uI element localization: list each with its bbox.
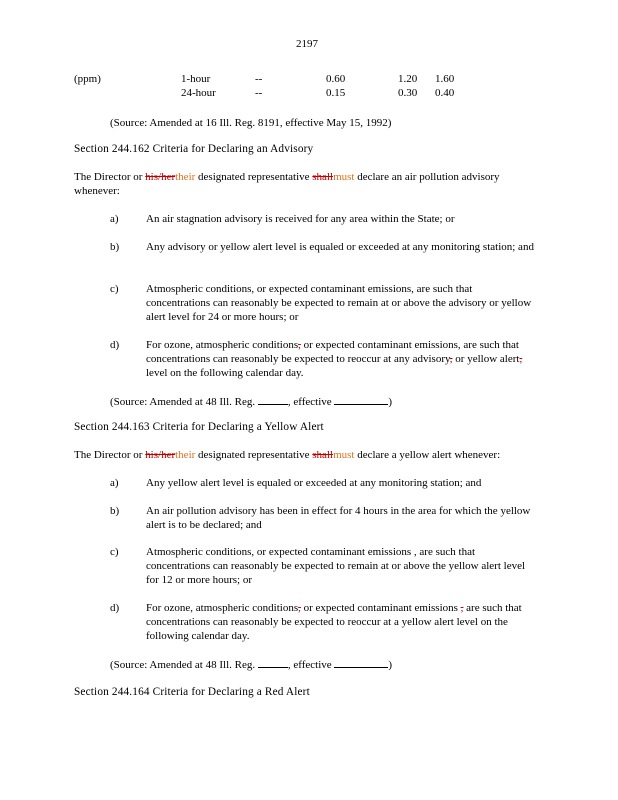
item-text: Atmospheric conditions, or expected contaminant emissions, are such that concentrations can reasonably be expected to remain at or above the advisory or yellow alert level for 24 or more hours; or: [146, 283, 532, 323]
deleted-text: shall: [312, 171, 334, 183]
table-cell-value: 1.20: [398, 73, 418, 85]
item-text: Any yellow alert level is equaled or exceeded at any monitoring station; and: [146, 477, 482, 489]
item-text: Any advisory or yellow alert level is equaled or exceeded at any monitoring station; and: [146, 241, 534, 253]
deleted-text: ,: [519, 353, 523, 365]
item-text: An air stagnation advisory is received for any area within the State; or: [146, 213, 455, 225]
table-unit: (ppm): [74, 73, 101, 85]
item-label: c): [110, 283, 119, 295]
table-cell-dash: --: [255, 87, 263, 99]
inserted-text: their: [175, 171, 196, 183]
item-label: a): [110, 213, 119, 225]
blank-line: [258, 657, 288, 668]
inserted-text: their: [175, 449, 196, 461]
item-label: d): [110, 339, 120, 351]
blank-line: [334, 657, 388, 668]
table-cell-value: 1.60: [435, 73, 455, 85]
section-heading: Section 244.163 Criteria for Declaring a Yellow Alert: [74, 421, 324, 433]
item-label: a): [110, 477, 119, 489]
item-label: d): [110, 602, 120, 614]
source-note: (Source: Amended at 16 Ill. Reg. 8191, effective May 15, 1992): [110, 117, 392, 129]
source-note: (Source: Amended at 48 Ill. Reg. , effective ): [110, 659, 393, 671]
page-number: 2197: [296, 38, 318, 50]
item-label: b): [110, 505, 120, 517]
section-heading: Section 244.162 Criteria for Declaring an Advisory: [74, 143, 314, 155]
inserted-text: must: [333, 449, 355, 461]
inserted-text: must: [333, 171, 355, 183]
deleted-text: ,: [298, 339, 301, 351]
deleted-text: ,: [449, 353, 453, 365]
blank-line: [334, 394, 388, 405]
table-cell-value: 0.60: [326, 73, 346, 85]
deleted-text: his/her: [145, 171, 176, 183]
deleted-text: his/her: [145, 449, 176, 461]
blank-line: [258, 394, 288, 405]
item-text: For ozone, atmospheric conditions, or expected contaminant emissions, are such that concentrations can reasonably be expected to reoccur at any advisory, or yellow alert, level on the following calendar day.: [146, 339, 523, 379]
table-cell-dash: --: [255, 73, 263, 85]
deleted-text: ,: [460, 602, 464, 614]
table-cell-period: 1-hour: [181, 73, 211, 85]
source-note: (Source: Amended at 48 Ill. Reg. , effective ): [110, 396, 393, 408]
item-label: b): [110, 241, 120, 253]
section-intro: The Director or his/hertheir designated representative shallmust declare an air pollution advisory whenever:: [74, 171, 500, 197]
deleted-text: shall: [312, 449, 334, 461]
table-cell-value: 0.40: [435, 87, 455, 99]
item-text: An air pollution advisory has been in effect for 4 hours in the area for which the yellow alert is to be declared; and: [146, 505, 531, 531]
table-cell-value: 0.15: [326, 87, 346, 99]
section-heading: Section 244.164 Criteria for Declaring a Red Alert: [74, 686, 310, 698]
item-text: For ozone, atmospheric conditions, or expected contaminant emissions , are such that concentrations can reasonably be expected to reoccur at a yellow alert level on the following calendar day.: [146, 602, 522, 642]
table-cell-period: 24-hour: [181, 87, 216, 99]
deleted-text: ,: [298, 602, 301, 614]
item-text: Atmospheric conditions, or expected contaminant emissions , are such that concentrations can reasonably be expected to remain at or above the yellow alert level for 12 or more hours; or: [146, 546, 526, 586]
item-label: c): [110, 546, 119, 558]
section-intro: The Director or his/hertheir designated representative shallmust declare a yellow alert whenever:: [74, 449, 501, 461]
table-cell-value: 0.30: [398, 87, 418, 99]
